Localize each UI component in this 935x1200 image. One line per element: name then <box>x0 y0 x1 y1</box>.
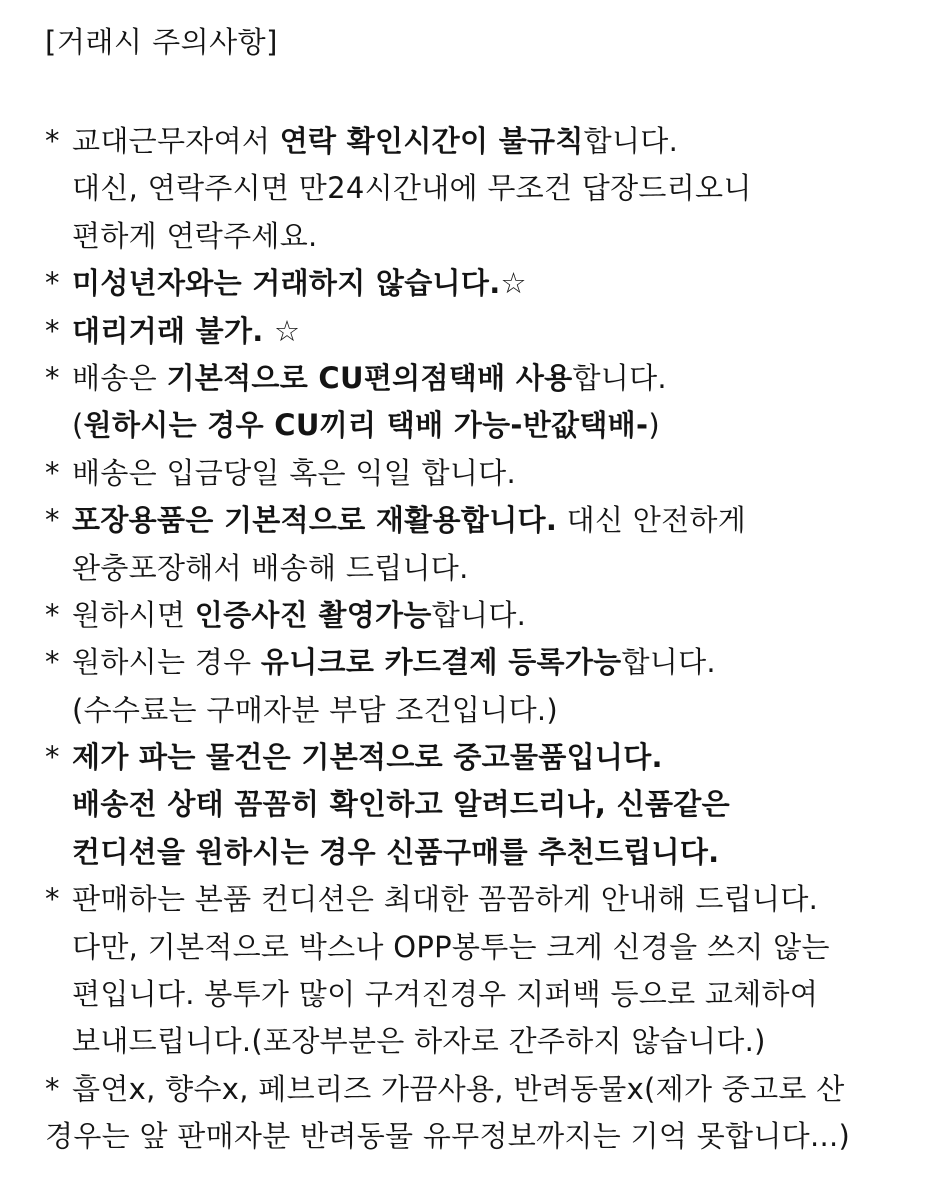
bullet-marker: * <box>45 1071 60 1106</box>
notice-item <box>45 497 925 544</box>
notice-title: [거래시 주의사항] <box>45 25 278 59</box>
bullet-marker: * <box>45 455 60 490</box>
body-text: (수수료는 구매자분 부담 조건입니다.) <box>72 692 559 727</box>
notice-item <box>45 308 925 355</box>
notice-item-continuation <box>45 687 925 734</box>
bullet-marker: * <box>45 597 60 632</box>
body-text: 배송은 입금당일 혹은 익일 합니다. <box>72 455 516 490</box>
emphasis-text: 연락 확인시간이 불규칙 <box>279 124 584 158</box>
body-text: 경우는 앞 판매자분 반려동물 유무정보까지는 기억 못합니다...) <box>45 1119 851 1154</box>
notice-item-continuation <box>45 1113 925 1160</box>
body-text: 다만, 기본적으로 박스나 OPP봉투는 크게 신경을 쓰지 않는 <box>72 929 830 964</box>
bullet-marker: * <box>45 882 60 917</box>
body-text: 판매하는 본품 컨디션은 최대한 꼼꼼하게 안내해 드립니다. <box>72 882 819 917</box>
emphasis-text: 인증사진 촬영가능 <box>194 597 432 632</box>
body-text: 배송은 <box>72 360 167 395</box>
notice-item <box>45 260 925 307</box>
bullet-marker: * <box>45 740 60 775</box>
body-text: 편입니다. 봉투가 많이 구겨진경우 지퍼백 등으로 교체하여 <box>72 977 819 1012</box>
notice-item-continuation <box>45 402 925 449</box>
bullet-marker: * <box>45 360 60 395</box>
emphasis-text: 대리거래 불가. ☆ <box>72 313 301 348</box>
body-text: 완충포장해서 배송해 드립니다. <box>72 550 469 585</box>
notice-item <box>45 355 925 402</box>
body-text: 대신 안전하게 <box>557 503 747 538</box>
notice-item <box>45 734 925 781</box>
notice-item <box>45 1066 925 1113</box>
body-text: 편하게 연락주세요. <box>72 218 318 253</box>
body-text: 합니다. <box>572 360 667 395</box>
body-text: 합니다. <box>621 645 716 680</box>
notice-item-continuation <box>45 781 925 828</box>
notice-list <box>45 118 925 1161</box>
notice-item-continuation <box>45 213 925 260</box>
emphasis-text: 배송전 상태 꼼꼼히 확인하고 알려드리나, 신품같은 <box>72 787 730 822</box>
body-text: 흡연x, 향수x, 페브리즈 가끔사용, 반려동물x(제가 중고로 산 <box>72 1071 845 1106</box>
notice-item-continuation <box>45 165 925 212</box>
notice-item-continuation <box>45 829 925 876</box>
emphasis-text: 기본적으로 CU편의점택배 사용 <box>166 360 573 395</box>
emphasis-text: 원하시는 경우 CU끼리 택배 가능-반값택배- <box>83 408 649 443</box>
emphasis-text: 포장용품은 기본적으로 재활용합니다. <box>72 503 558 538</box>
notice-item <box>45 450 925 497</box>
body-text: ) <box>648 408 660 443</box>
notice-item-continuation <box>45 1018 925 1065</box>
bullet-marker: * <box>45 313 60 348</box>
emphasis-text: 제가 파는 물건은 기본적으로 중고물품입니다. <box>72 740 663 775</box>
body-text: 합니다. <box>431 597 527 632</box>
body-text: ( <box>72 408 84 443</box>
body-text: 원하시는 경우 <box>72 645 261 680</box>
notice-item <box>45 592 925 639</box>
notice-item <box>45 118 925 165</box>
notice-item <box>45 876 925 923</box>
body-text: 원하시면 <box>72 597 195 632</box>
bullet-marker: * <box>45 503 60 538</box>
emphasis-text: 미성년자와는 거래하지 않습니다.☆ <box>72 266 527 301</box>
bullet-marker: * <box>45 645 60 680</box>
body-text: 대신, 연락주시면 만24시간내에 무조건 답장드리오니 <box>72 171 752 206</box>
notice-item-continuation <box>45 545 925 592</box>
bullet-marker: * <box>45 124 60 158</box>
notice-item-continuation <box>45 971 925 1018</box>
body-text: 보내드립니다.(포장부분은 하자로 간주하지 않습니다.) <box>72 1024 766 1059</box>
notice-item-continuation <box>45 924 925 971</box>
notice-item <box>45 639 925 686</box>
body-text: 교대근무자여서 <box>72 124 280 158</box>
emphasis-text: 유니크로 카드결제 등록가능 <box>260 645 622 680</box>
emphasis-text: 컨디션을 원하시는 경우 신품구매를 추천드립니다. <box>72 834 720 869</box>
bullet-marker: * <box>45 266 60 301</box>
body-text: 합니다. <box>583 124 679 158</box>
